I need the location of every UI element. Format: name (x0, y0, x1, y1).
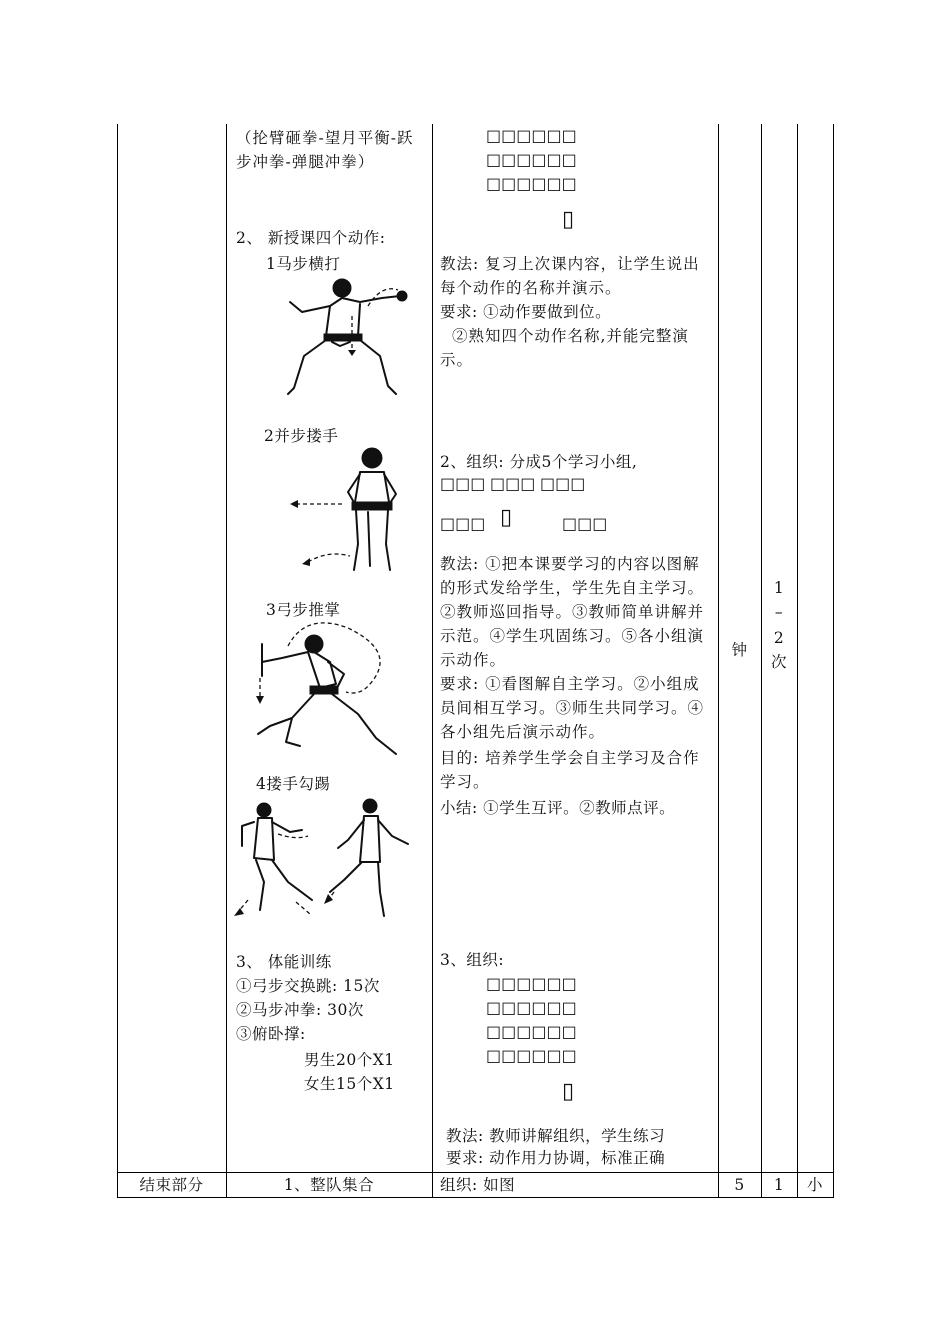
group-box: □□□ (440, 514, 486, 533)
time-unit: 钟 (731, 641, 748, 659)
move-4-label: 4搂手勾踢 (256, 775, 331, 793)
move-2-label: 2并步搂手 (264, 427, 339, 445)
training-item-boys: 男生20个X1 (304, 1051, 395, 1069)
goal-2-text: 目的: 培养学生学会自主学习及合作学习。 (440, 749, 700, 791)
teacher-marker: ▯ (500, 505, 513, 530)
training-item-1: ①弓步交换跳: 15次 (236, 977, 380, 995)
formation-row: □□□□□□ (486, 1022, 577, 1041)
section-3-title: 3、 体能训练 (236, 953, 332, 971)
formation-row: □□□□□□ (486, 1046, 577, 1065)
section-2-title: 2、 新授课四个动作: (236, 229, 386, 247)
move-1-label: 1马步横打 (266, 255, 341, 273)
group-box: □□□ (540, 474, 586, 493)
move-3-label: 3弓步推掌 (266, 601, 341, 619)
method-3-text: 教法: 教师讲解组织，学生练习 (446, 1127, 666, 1145)
method-1-text: 教法: 复习上次课内容，让学生说出每个动作的名称并演示。 (440, 255, 700, 297)
col-divider-2 (432, 124, 433, 1198)
teacher-marker: ▯ (562, 207, 575, 232)
previous-combination-text: （抡臂砸拳-望月平衡-跃步冲拳-弹腿冲拳） (236, 129, 414, 171)
organization-2-text: 2、组织: 分成5个学习小组, (440, 453, 638, 471)
formation-row: □□□□□□ (486, 174, 577, 193)
ending-part-label: 结束部分 (139, 1176, 204, 1194)
formation-row: □□□□□□ (486, 974, 577, 993)
ending-content: 1、整队集合 (283, 1176, 375, 1194)
method-2-text: 教法: ①把本课要学习的内容以图解的形式发给学生，学生先自主学习。②教师巡回指导。③教师简单讲解并示范。④学生巩固练习。⑤各小组演示动作。 (440, 555, 705, 669)
times-unit: 次 (770, 653, 787, 671)
times-value-2: 2 (773, 629, 785, 647)
organization-3-text: 3、组织: (440, 951, 505, 969)
teacher-marker: ▯ (562, 1079, 575, 1104)
training-item-3: ③俯卧撑: (236, 1025, 306, 1043)
requirement-1a: 要求: ①动作要做到位。 (440, 303, 612, 321)
ending-organization: 组织: 如图 (440, 1176, 516, 1194)
move-2-figure (288, 446, 428, 576)
col-divider-5 (797, 124, 798, 1198)
requirement-1b: ②熟知四个动作名称,并能完整演示。 (440, 327, 689, 369)
training-item-2: ②马步冲拳: 30次 (236, 1001, 364, 1019)
ending-intensity: 小 (806, 1176, 823, 1194)
formation-row: □□□□□□ (486, 150, 577, 169)
col-divider-1 (226, 124, 227, 1198)
ending-time: 5 (734, 1176, 745, 1194)
table-border-bottom (117, 1197, 834, 1198)
ending-count: 1 (773, 1176, 785, 1194)
table-border-right (833, 124, 834, 1198)
move-3-figure (248, 622, 408, 762)
formation-row: □□□□□□ (486, 126, 577, 145)
formation-row: □□□□□□ (486, 998, 577, 1017)
times-value-1: 1 (773, 579, 785, 597)
move-4-figure (234, 796, 414, 926)
requirement-3-text: 要求: 动作用力协调，标准正确 (446, 1149, 666, 1167)
summary-2-text: 小结: ①学生互评。②教师点评。 (440, 799, 676, 817)
times-dash: – (774, 603, 784, 621)
training-item-girls: 女生15个X1 (304, 1075, 395, 1093)
group-box: □□□ (490, 474, 536, 493)
requirement-2-text: 要求: ①看图解自主学习。②小组成员间相互学习。③师生共同学习。④各小组先后演示动作。 (440, 675, 705, 741)
group-box: □□□ (562, 514, 608, 533)
table-border-left (117, 124, 118, 1198)
group-box: □□□ (440, 474, 486, 493)
move-1-figure (282, 276, 422, 406)
